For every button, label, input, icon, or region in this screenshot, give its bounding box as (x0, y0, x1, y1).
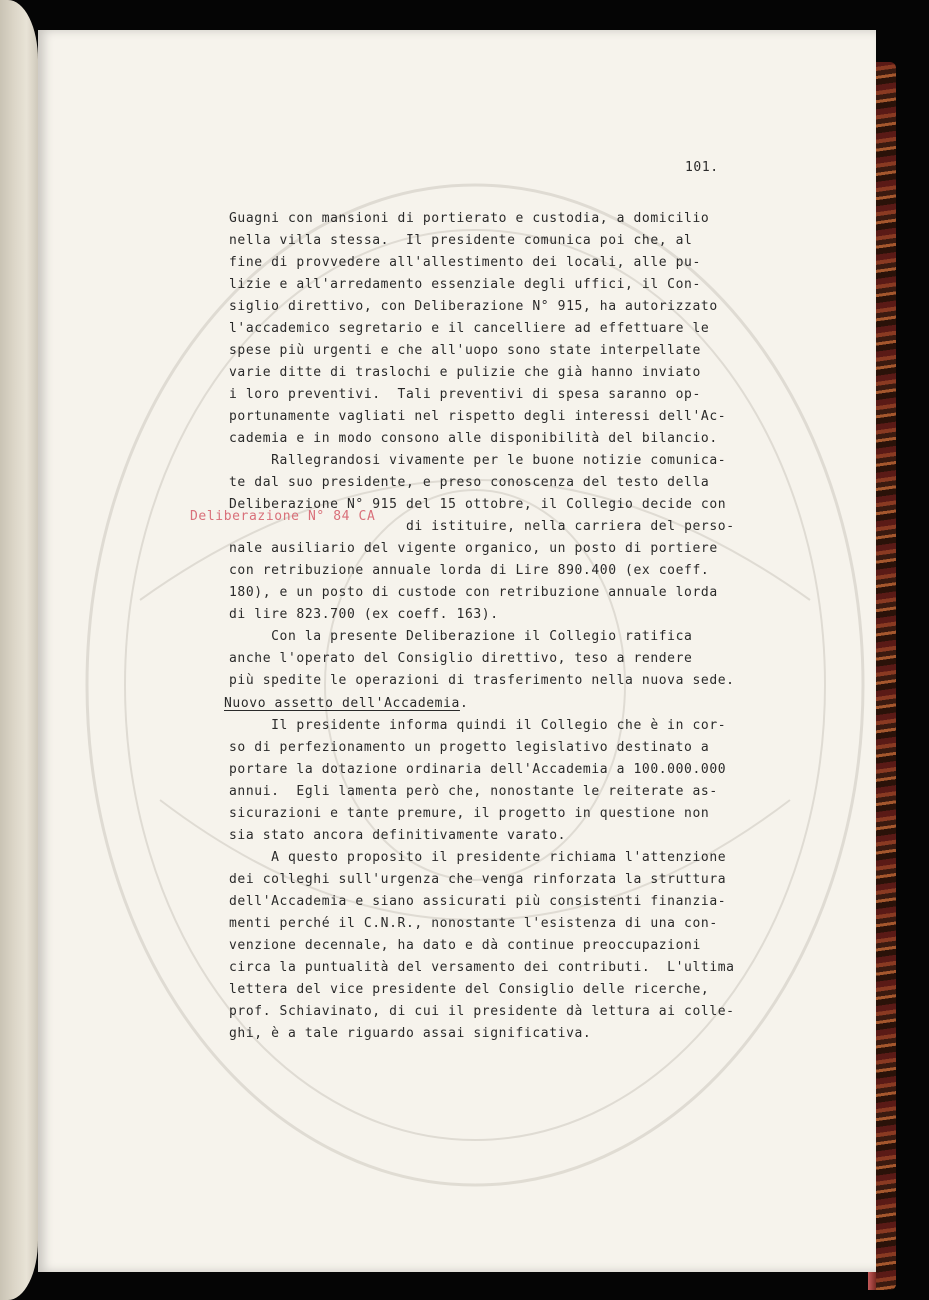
text-line: dell'Accademia e siano assicurati più consistenti finanzia- (229, 894, 727, 909)
text-line: Con la presente Deliberazione il Collegio ratifica (229, 629, 693, 644)
text-line: più spedite le operazioni di trasferimento nella nuova sede. (229, 673, 735, 688)
text-line: di istituire, nella carriera del perso- (406, 519, 735, 534)
text-line: Deliberazione N° 915 del 15 ottobre, il Collegio decide con (229, 497, 727, 512)
text-line: Il presidente informa quindi il Collegio che è in cor- (229, 718, 727, 733)
text-line: di lire 823.700 (ex coeff. 163). (229, 607, 499, 622)
text-line: spese più urgenti e che all'uopo sono state interpellate (229, 343, 701, 358)
text-line: varie ditte di traslochi e pulizie che già hanno inviato (229, 365, 701, 380)
text-line: i loro preventivi. Tali preventivi di spesa saranno op- (229, 387, 701, 402)
section-heading-punct: . (459, 696, 469, 711)
text-line: nale ausiliario del vigente organico, un posto di portiere (229, 541, 718, 556)
section-heading (224, 696, 468, 711)
text-line: prof. Schiavinato, di cui il presidente dà lettura ai colle- (229, 1004, 735, 1019)
text-line: portunamente vagliati nel rispetto degli interessi dell'Ac- (229, 409, 727, 424)
text-line: venzione decennale, ha dato e dà continue preoccupazioni (229, 938, 701, 953)
text-line: portare la dotazione ordinaria dell'Accademia a 100.000.000 (229, 762, 727, 777)
text-line: lizie e all'arredamento essenziale degli uffici, il Con- (229, 277, 701, 292)
text-line: con retribuzione annuale lorda di Lire 890.400 (ex coeff. (229, 563, 710, 578)
text-line: cademia e in modo consono alle disponibilità del bilancio. (229, 431, 718, 446)
page-number: 101. (685, 160, 719, 175)
text-line: ghi, è a tale riguardo assai significativa. (229, 1026, 592, 1041)
text-line: so di perfezionamento un progetto legislativo destinato a (229, 740, 710, 755)
text-line: 180), e un posto di custode con retribuzione annuale lorda (229, 585, 718, 600)
text-line: Rallegrandosi vivamente per le buone notizie comunica- (229, 453, 727, 468)
text-line: fine di provvedere all'allestimento dei locali, alle pu- (229, 255, 701, 270)
text-line: A questo proposito il presidente richiama l'attenzione (229, 850, 727, 865)
text-line: menti perché il C.N.R., nonostante l'esistenza di una con- (229, 916, 718, 931)
text-line: siglio direttivo, con Deliberazione N° 915, ha autorizzato (229, 299, 718, 314)
text-line: anche l'operato del Consiglio direttivo, teso a rendere (229, 651, 693, 666)
text-line: circa la puntualità del versamento dei contributi. L'ultima (229, 960, 735, 975)
text-line: Guagni con mansioni di portierato e custodia, a domicilio (229, 211, 710, 226)
text-line: lettera del vice presidente del Consiglio delle ricerche, (229, 982, 710, 997)
deliberation-stamp: Deliberazione N° 84 CA (190, 509, 376, 524)
text-line: dei colleghi sull'urgenza che venga rinforzata la struttura (229, 872, 727, 887)
section-heading-text: Nuovo assetto dell'Accademia (224, 696, 460, 711)
text-line: l'accademico segretario e il cancelliere ad effettuare le (229, 321, 710, 336)
text-line: sia stato ancora definitivamente varato. (229, 828, 567, 843)
text-line: te dal suo presidente, e preso conoscenza del testo della (229, 475, 710, 490)
text-line: annui. Egli lamenta però che, nonostante le reiterate as- (229, 784, 718, 799)
text-line: sicurazioni e tante premure, il progetto in questione non (229, 806, 710, 821)
text-line: nella villa stessa. Il presidente comunica poi che, al (229, 233, 693, 248)
